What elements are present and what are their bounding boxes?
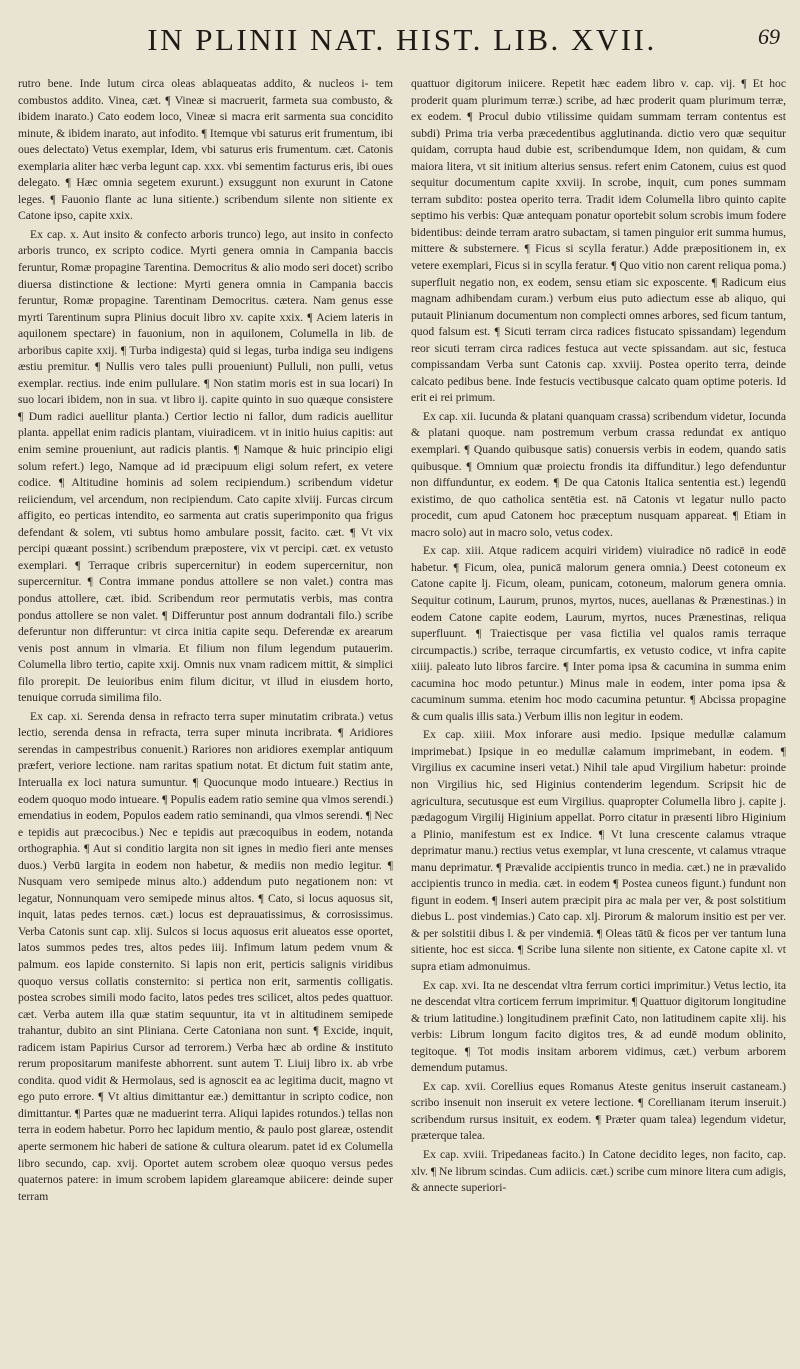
page-header [18, 0, 786, 64]
left-column [18, 76, 393, 1355]
paragraph: Ex cap. xi. Serenda densa in refracto terra super minutatim cribrata.) vetus lectio, serenda densa in refracta, terra super minuta incribrata. ¶ Aridiores serendas in campestribus conuenit.) Rariores non aridiores exemplar antiquum præfert, veriore lectione. nam raritas spatium notat. Et dictum fuit statim ante, Interualla ex loci natura sumuntur. ¶ Quocunque modo intueare.) Rectius in eodem quoquo modo intueare. ¶ Populis eadem ratio semine qua vlmos serendi.) emendatius in eodem, Populos eadem ratio seminandi, qua vlmos serendi. ¶ Nec e tepidis aut præcocibus.) Nec e tepidis aut præcoquibus in eodem, notanda orthographia. ¶ Aut si conditio largita non sit ignes in medio fieri ante menses duos.) Verbū largita in eodem non habetur, & mediis non medio legitur. ¶ Nusquam vero semipede minus alto.) addendum puto negationem non: vt legatur, Nonnunquam vero semipede minus altos. ¶ Cato, si locus aquosus sit, inquit, latas pedes ternos. cæt.) locus est deprauatissimus, & corrosissimus. Verba Catonis sunt cap. xlij. Sulcos si locus aquosus erit alueatos esse oportet, latos summos pedes tres, altos pedes iiij. Infimum latum pedem vnum & palmum. eos lapide consternito. Si lapis non erit, perticis salignis viridibus quoquo versus collatis consternito: si pertica non erit, sarmentis colligatis. postea scrobes simili modo facito, latos pedes tres scilicet, altos pedes quattuor. cæt. Verba autem illa quæ statim sequuntur, ita vt in altitudinem semipede trahantur, dubito an sint Pliniana. Certe Catoniana non sunt. ¶ Excide, inquit, radicem istam Papirius Cursor ad terrorem.) Verba hæc ab ordine & instituto rerum propositarum manifeste abhorrent. sunt autem T. Liuij libro ix. ab vrbe condita. quod vidit & Hermolaus, sed is agnoscit ea ac legitima ducit, magno vt ego puto errore. ¶ Vt altius dimittantur eæ.) demittantur in scripto codice, non dimittantur. ¶ Partes quæ ne maduerint terra. Aliqui lapides rotundos.) tellas non terra in eodem habetur. Porro hec lapidum mentio, & paulo post glareæ, ostendit aperte sermonem hic haberi de satione & cultura olearum. patet id ex Columella libro secundo, cap. xvij. Oportet autem scrobem oleæ quoquo versus pedes quaternos patere: in imum scrobem lapidem glareamque abiicere: deinde super terram [18, 709, 393, 1203]
running-title: IN PLINII NAT. HIST. LIB. XVII. [147, 22, 657, 57]
paragraph: Ex cap. xiiii. Mox inforare ausi medio. Ipsique medullæ calamum imprimebat.) Ipsique in eo medullæ calamum imprimebant, in eodem. ¶ Virgilius ex cacumine inseri vetat.) Nihil tale apud Virgilium habetur: proinde non Virgilius hic, sed Higinius contenderim legendum. Scripsit hic de agricultura, secutusque est eum Virgilius. quapropter Columella libro j. capite j. pædagogum Virgilij Higinium appellat. Porro citatur in præsenti libro Higinium a Plinio, manifestum est ex Indice. ¶ Vt luna crescente calamus vtraque deprimatur manu.) rectius vetus exemplar, vt luna crescente, vt calamus vtraque manu deprimatur. ¶ Prævalide accipientis trunco in media. cæt.) ne in prævalido accipientis trunco in media. cæt. in eodem ¶ Postea cuneos figunt.) fundunt non figunt in eodem. ¶ Inseri autem præcipit pira ac mala per ver, & post solstitium diebus L. post vindemias.) Cato cap. xlj. Pirorum & malorum insitio est per ver. & per solstitii dibus l. & per vindemiā. ¶ Oleas tātū & ficos per ver tantum luna sitiente, hoc est sicca. ¶ Scribe luna silente non sitiente, ex Catone capite xl. vt supra etiam admonuimus. [411, 728, 786, 973]
paragraph: Ex cap. x. Aut insito & confecto arboris trunco) lego, aut insito in confecto arboris trunco, ex scripto codice. Myrti genera omnia in Campania baccis feruntur, Romæ propagine Tarentina. Democritus & alio modo seri docet) scribo diuersa distinctione & lectione: Myrti genera omnia in Campania baccis feruntur, Romæ propagine. Tarentinam Democritus. cætera. Nam genus esse myrti Tarentinum supra Plinius docuit libro xv. capite xxix. ¶ Aciem lateris in aquilonem spectare) in fauonium, non in aquilonem, Columella in lib. de arboribus capite xxij. ¶ Turba indigesta) quid si legas, turba indiga seu indigens æstiu premitur. ¶ Nullis vero tales pulli proueniunt) Pulluli, non pulli, vetus exemplar. rectius. inde enim pullulare. ¶ Non statim moris est in sua locari) In suo locari ibidem, non in sua. vt libro ij. capite quinto in suo quæque consistere ¶ Dum radici auellitur planta.) Certior lectio ni fallor, dum radicis auellitur planta. appellat enim radicis plantam, viuiradicem. vt in initio huius capitis: aut enim semine proueniunt, aut radicis plantis. ¶ Namque & huic principio eligi solum refert.) lego, Namque ad id præcipuum eligi solum refert, ex vetere codice. ¶ Altitudine hominis ad solem recipiendum.) scribendum videtur reiiciendum, vel arcendum, non recipiendum. Cato capite xlviij. Furcas circum affigito, eo perticas intendito, eo sarmenta aut cratis superimponito qua frigus defendant & solem, vti subtus homo ambulare possit, facito. cæt. ¶ Vt vix percipi quæant possint.) scribendum præpostere, vix vt percipi. cæt. ex vetusto exemplari. ¶ Terraque cribris supercernitur) in eodem supercernitur, non supercernitur. ¶ Contra immane pondus attollere se non valet.) contra mas pondus attollere, cæt. ibid. Scribendum reor permutatis verbis, mas contra pondus attollere se non valet. ¶ Differuntur post annum dodrantali filo.) scribe deferuntur non differuntur: vt circa initia capite sequ. Deferendæ ex arearum venis post annum in vlmaria. Et filium non filum legendum putauerim. Columella libro tertio, capite xxij. Omnis nux vnam radicem mittit, & simplici filo prorepit. De leuioribus enim filum dicitur, vt illud in eiusdem horto, tenuique corruda similima filo. [18, 227, 393, 705]
paragraph: Ex cap. xii. Iucunda & platani quanquam crassa) scribendum videtur, Iocunda & platani quoque. nam postremum verbum crassa redundat ex antiquo exemplari. ¶ Quando quibusque satis) conuersis verbis in eodem, quando satis quibusque. ¶ Omnium quæ proiectu frondis ita diffunditur.) lego defenduntur non diffunduntur, ex eodem. ¶ De qua Catonis Italica sententia est.) legendū existimo, de quo catholica sentētia est. nā Catonis vt legatur nullo pacto procedit, cum apud Catonem hoc præceptum nusquam appareat. ¶ Etiam in macro solo) aut in macro solo, vetus codex. [411, 409, 786, 539]
paragraph: Ex cap. xiii. Atque radicem acquiri viridem) viuiradice nō radicē in eodē habetur. ¶ Ficum, olea, punicā malorum genera omnia.) Deest cotoneum ex Catone capite lj. Ficum, oleam, punicam, cotoneum, malorum genera omnia. Sequitur cotinum, Laurum, prunos, myrtos, nuces, auellanas & Prænestinas.) in eodem Catone capite eodem, Laurum, myrtos, nuces Prænestinas, reliqua superfluunt. ¶ Traiectisque per vasa fictilia vel qualos ramis terraque circumpactis.) scribe, terraque circumfartis, ex vetusto codice, vt infra capite xiiij. paleato luto libros farcire. ¶ Inter poma ipsa & cacumina in summa enim cacumina hoc modo petuntur.) Minus male in eodem, inter poma ipsa & cacuminum summa. etenim hoc modo cacumina petuntur. ¶ Abcissa propagine & cum qualis illis sata.) Verbum illis non legitur in eodem. [411, 544, 786, 723]
paragraph: Ex cap. xvii. Corellius eques Romanus Ateste genitus inseruit castaneam.) scribo insenuit non inseruit ex vetere lectione. ¶ Corellianam iterum inseruit.) scribendum rursus insituit, ex eodem. ¶ Præter quam talea) legendum videtur, præterque talea. [411, 1079, 786, 1143]
paragraph: rutro bene. Inde lutum circa oleas ablaqueatas addito, & nucleos i- tem combustos addito. Vinea, cæt. ¶ Vineæ si macruerit, farmeta sua combusto, & ibidem inarato.) Cato eodem loco, Vineæ si macra erit sarmenta sua concidito minute, & ibidem inarato, aut infodito. ¶ Itemque vbi saturus erit frumentum, ibi oues delectato) Vetus exemplar, Idem, vbi saturus eris frumentum. cæt. Catonis exemplaria aliter hæc verba legunt cap. xxx. vbi sementim facturus eris, ibi oues delegato. ¶ Hæc omnia segetem exurunt.) exsuggunt non exurunt in Catone leges. ¶ Fauonio flante ac luna sitiente.) scribendum silente non sitiente ex Catone ipso, capite xxix. [18, 77, 393, 223]
paragraph: Ex cap. xvi. Ita ne descendat vltra ferrum cortici imprimitur.) Vetus lectio, ita ne descendat vltra corticem ferrum imprimitur. ¶ Quattuor digitorum longitudine & trium latitudine.) longitudinem præfinit Cato, non latitudinem capite xlij. his verbis: Librum longum facito digitos tres, & ad eundē modum oblinito, tegitoque. ¶ Tot modis insitam arborem vidimus, cæt.) verbum arborem demendum putamus. [411, 978, 786, 1075]
page-number: 69 [758, 24, 780, 49]
paragraph: Ex cap. xviii. Tripedaneas facito.) In Catone decidito leges, non facito, cap. xlv. ¶ Ne librum scindas. Cum adiicis. cæt.) scribe cum minore litera cum adigis, & annecte superiori- [411, 1148, 786, 1195]
text-columns [18, 76, 786, 1355]
right-column [411, 76, 786, 1355]
paragraph: quattuor digitorum iniicere. Repetit hæc eadem libro v. cap. vij. ¶ Et hoc proderit quam plurimum terræ.) scribe, ad hæc proderit quam plurimum terræ, ex eodem. ¶ Procul dubio vtilissime quidam summam terram contentus est subdi) Prima tria verba præcedentibus agglutinanda. dictio vero quæ sequitur quidam, corrupta haud dubie est, scribendumque Idem, non quidam, & cum maiora litera, vt sit initium alterius sensus. refert enim Catonem, cuius est quod sequitur documentum capite xxviij. In scrobe, inquit, cum pones summam terram subdito: postea operito terra. Tradit idem Columella libro quinto capite septimo his verbis: Quæ antequam ponatur oportebit solum scrobis imum fodere bidentibus: deinde terram aratro subactam, si tamen pinguior erit summa humus, mittere & substernere. ¶ Ficus si scylla feratur.) Adde præpositionem in, ex vetere exemplari, Ficus si in scylla feratur. ¶ Quo vitio non carent reliqua poma.) superfluit negatio non, ex eodem, sensu etiam sic exposcente. ¶ Radicum eius magnam adhibendam curam.) verbum eius puto adiectum esse ab aliquo, qui putauit Plinianum documentum non complecti omnes arbores, sed ficum tantum, quod falsum est. ¶ Sicuti terram circa radices fistucato spissandam) legendum reor sicuti terram circa radices festuca aut vecte spissandam. aut sic, festuca compissandam Verba sunt Catonis cap. xxviij. Postea operito terra, deinde calcato pedibus bene. Inde festucis vectibusque calcato quam optime poteris. Id erit ei rei primum. [411, 77, 786, 405]
